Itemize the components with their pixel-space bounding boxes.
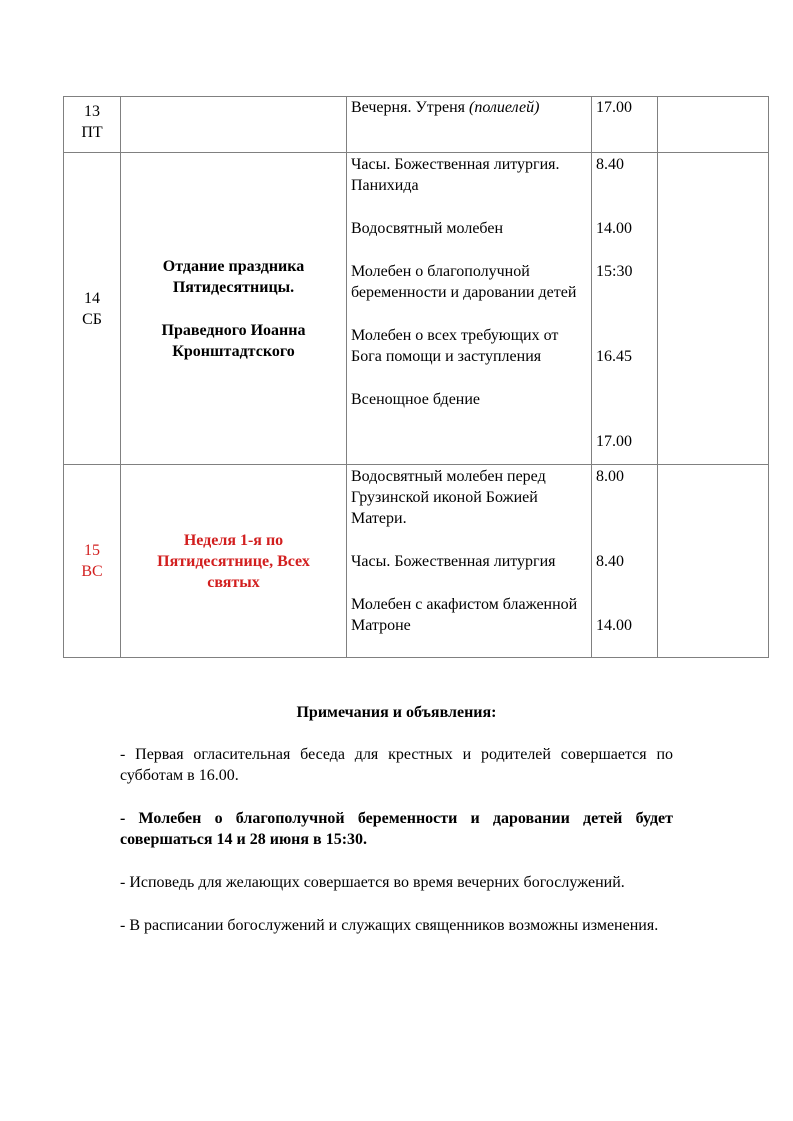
table-row (64, 153, 769, 465)
day-name: ВС (81, 563, 103, 580)
feast-saint: Праведного Иоанна Кронштадтского (161, 321, 306, 360)
note-item: - Исповедь для желающих совершается во время вечерних богослужений. (120, 874, 625, 891)
service-time: 14.00 (596, 617, 632, 634)
service-text: Молебен о благополучной беременности и даровании детей (351, 263, 577, 301)
time-cell (592, 97, 658, 153)
feast-title: Отдание праздника Пятидесятницы. (162, 257, 305, 296)
day-cell (64, 465, 121, 658)
service-text: Водосвятный молебен перед Грузинской иконой Божией Матери. (351, 468, 546, 527)
time-cell (592, 465, 658, 658)
priest-cell (658, 153, 769, 465)
day-name: СБ (82, 310, 102, 328)
service-time: 8.00 (596, 468, 624, 485)
day-number: 15 (84, 542, 100, 559)
service-text: Всенощное бдение (351, 391, 481, 408)
note-item: - Первая огласительная беседа для крестных и родителей совершается по субботам в 16.00. (120, 746, 673, 784)
feast-title: Неделя 1-я по Пятидесятнице, Всех святых (157, 531, 310, 591)
service-time: 14.00 (596, 220, 632, 237)
feast-cell (121, 153, 347, 465)
feast-cell (121, 465, 347, 658)
services-cell (347, 153, 592, 465)
day-number: 14 (84, 289, 100, 307)
services-cell (347, 465, 592, 658)
notes-section (120, 702, 673, 958)
service-time: 8.40 (596, 553, 624, 570)
service-time: 8.40 (596, 156, 624, 173)
service-text: Вечерня. Утреня (351, 99, 469, 116)
notes-title: Примечания и объявления: (296, 704, 497, 721)
service-time: 16.45 (596, 348, 632, 365)
note-item: - Молебен о благополучной беременности и даровании детей будет совершаться 14 и 28 июня в 15:30. (120, 810, 673, 848)
service-text: Водосвятный молебен (351, 220, 504, 237)
day-number: 13 (84, 103, 100, 120)
time-cell (592, 153, 658, 465)
priest-cell (658, 97, 769, 153)
schedule-table (63, 96, 769, 658)
day-cell (64, 97, 121, 153)
day-cell (64, 153, 121, 465)
service-time: 15:30 (596, 263, 633, 280)
service-time: 17.00 (596, 99, 632, 116)
service-text: Часы. Божественная литургия (351, 553, 556, 570)
service-note: (полиелей) (468, 99, 540, 116)
service-text: Молебен с акафистом блаженной Матроне (351, 596, 578, 634)
table-row (64, 465, 769, 658)
feast-cell (121, 97, 347, 153)
service-text: Часы. Божественная литургия. Панихида (351, 156, 560, 194)
note-item: - В расписании богослужений и служащих священников возможны изменения. (120, 917, 659, 934)
service-text: Молебен о всех требующих от Бога помощи и заступления (351, 327, 559, 365)
day-name: ПТ (81, 124, 103, 141)
services-cell (347, 97, 592, 153)
service-time: 17.00 (596, 433, 632, 450)
priest-cell (658, 465, 769, 658)
table-row (64, 97, 769, 153)
